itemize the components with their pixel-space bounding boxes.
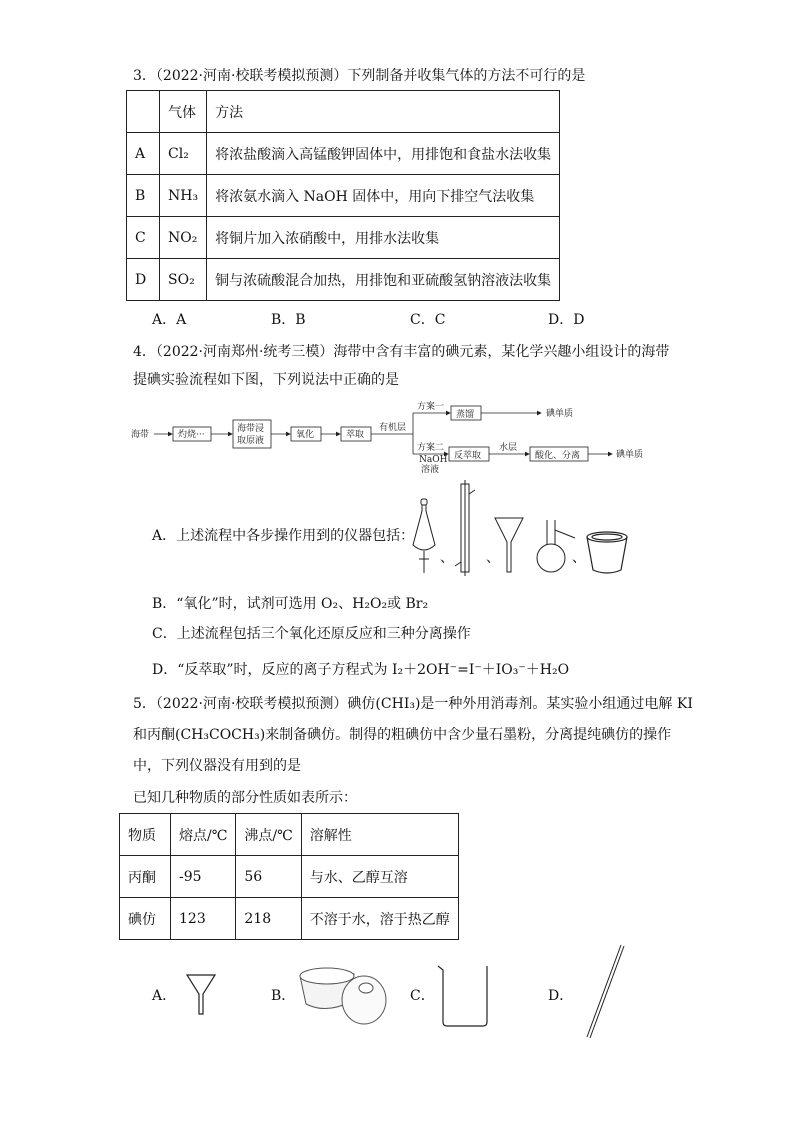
separator-comma: 、 <box>440 550 454 566</box>
flow-box-soak-l1: 海带浸 <box>237 424 265 434</box>
gas-cell: NO₂ <box>160 217 207 259</box>
table-row <box>120 856 459 898</box>
separator-comma: 、 <box>572 550 586 566</box>
q3-header-cell: 方法 <box>207 91 560 133</box>
separator-comma: 、 <box>486 550 500 566</box>
flow-end1: 碘单质 <box>546 409 574 419</box>
q3-stem: 3．（2022·河南·校联考模拟预测）下列制备并收集气体的方法不可行的是 <box>133 68 586 84</box>
flow-box-distill: 蒸馏 <box>456 410 475 420</box>
flow-organic-layer: 有机层 <box>379 423 407 433</box>
q5-option-d[interactable]: D． <box>548 988 574 1004</box>
q5-header-cell: 物质 <box>120 814 171 856</box>
table-row <box>127 217 560 259</box>
q3-table <box>126 90 560 301</box>
boiling-point-cell: 56 <box>236 856 301 898</box>
method-cell: 将浓氨水滴入 NaOH 固体中，用向下排空气法收集 <box>207 175 560 217</box>
gas-cell: NH₃ <box>160 175 207 217</box>
flow-naoh-l1: NaOH <box>419 455 448 465</box>
q4-stem-line2: 提碘实验流程如下图，下列说法中正确的是 <box>133 372 399 388</box>
table-row <box>120 898 459 940</box>
flow-plan2: 方案二 <box>417 443 445 453</box>
table-row <box>127 175 560 217</box>
flow-box-back-extract: 反萃取 <box>454 451 482 461</box>
q5-stem-line1: 5．（2022·河南·校联考模拟预测）碘仿(CHI₃)是一种外用消毒剂。某实验小组通过电解 KI <box>133 696 693 712</box>
flow-start: 海带 <box>131 430 150 440</box>
q3-option-c[interactable]: C．C <box>410 312 446 328</box>
q4-option-a[interactable]: A．上述流程中各步操作用到的仪器包括： <box>152 528 415 544</box>
row-label: B <box>127 175 160 217</box>
evaporating-dish-with-lid-icon <box>296 962 388 1030</box>
method-cell: 将铜片加入浓硝酸中，用排水法收集 <box>207 217 560 259</box>
boiling-point-cell: 218 <box>236 898 301 940</box>
flow-box-soak-l2: 取原液 <box>237 436 265 446</box>
condenser-icon <box>452 480 478 578</box>
q4-option-d[interactable]: D．“反萃取”时，反应的离子方程式为 I₂＋2OH⁻=I⁻＋IO₃⁻＋H₂O <box>152 662 570 678</box>
q4-stem-line1: 4．（2022·河南郑州·统考三模）海带中含有丰富的碘元素，某化学兴趣小组设计的海带 <box>133 344 670 360</box>
row-label: D <box>127 259 160 301</box>
method-cell: 铜与浓硫酸混合加热，用排饱和亚硫酸氢钠溶液法收集 <box>207 259 560 301</box>
flow-naoh-l2: 溶液 <box>421 465 440 474</box>
q5-header-cell: 熔点/℃ <box>171 814 236 856</box>
flow-box-oxidize: 氧化 <box>296 430 315 440</box>
substance-cell: 丙酮 <box>120 856 171 898</box>
flow-end2: 碘单质 <box>616 450 644 460</box>
beaker-icon <box>436 962 492 1030</box>
q3-option-d[interactable]: D．D <box>548 312 585 328</box>
q3-option-a[interactable]: A．A <box>152 312 187 328</box>
row-label: C <box>127 217 160 259</box>
distillation-flask-icon <box>535 516 579 576</box>
q3-header-cell <box>127 91 160 133</box>
q5-option-b[interactable]: B． <box>271 988 296 1004</box>
method-cell: 将浓盐酸滴入高锰酸钾固体中，用排饱和食盐水法收集 <box>207 133 560 175</box>
separatory-funnel-icon <box>410 497 438 577</box>
solubility-cell: 不溶于水，溶于热乙醇 <box>301 898 458 940</box>
gas-cell: Cl₂ <box>160 133 207 175</box>
q3-header-cell: 气体 <box>160 91 207 133</box>
q5-header-cell: 沸点/℃ <box>236 814 301 856</box>
crucible-icon <box>584 530 630 576</box>
q5-option-c[interactable]: C． <box>410 988 435 1004</box>
q4-option-c[interactable]: C．上述流程包括三个氧化还原反应和三种分离操作 <box>152 626 471 642</box>
q5-note: 已知几种物质的部分性质如表所示： <box>133 790 357 806</box>
q5-header-cell: 溶解性 <box>301 814 458 856</box>
flow-plan1: 方案一 <box>417 402 445 412</box>
melting-point-cell: 123 <box>171 898 236 940</box>
glass-rod-icon <box>583 942 627 1042</box>
melting-point-cell: -95 <box>171 856 236 898</box>
substance-cell: 碘仿 <box>120 898 171 940</box>
q5-stem-line2: 和丙酮(CH₃COCH₃)来制备碘仿。制得的粗碘仿中含少量石墨粉，分离提纯碘仿的操作 <box>133 727 672 743</box>
row-label: A <box>127 133 160 175</box>
flow-water-layer: 水层 <box>499 443 518 453</box>
gas-cell: SO₂ <box>160 259 207 301</box>
extraction-flowchart <box>128 398 658 474</box>
funnel-icon <box>185 972 217 1016</box>
flow-box-extract: 萃取 <box>346 430 365 440</box>
table-row <box>127 259 560 301</box>
q5-option-a[interactable]: A． <box>152 988 177 1004</box>
q3-option-b[interactable]: B．B <box>271 312 306 328</box>
table-row <box>127 133 560 175</box>
q5-table <box>119 813 459 940</box>
q4-option-b[interactable]: B．“氧化”时，试剂可选用 O₂、H₂O₂或 Br₂ <box>152 596 429 612</box>
flow-box-acidify: 酸化、分离 <box>535 451 581 461</box>
q5-stem-line3: 中，下列仪器没有用到的是 <box>133 758 301 774</box>
solubility-cell: 与水、乙醇互溶 <box>301 856 458 898</box>
flow-box-burn: 灼烧··· <box>178 430 205 440</box>
funnel-icon <box>494 516 524 576</box>
